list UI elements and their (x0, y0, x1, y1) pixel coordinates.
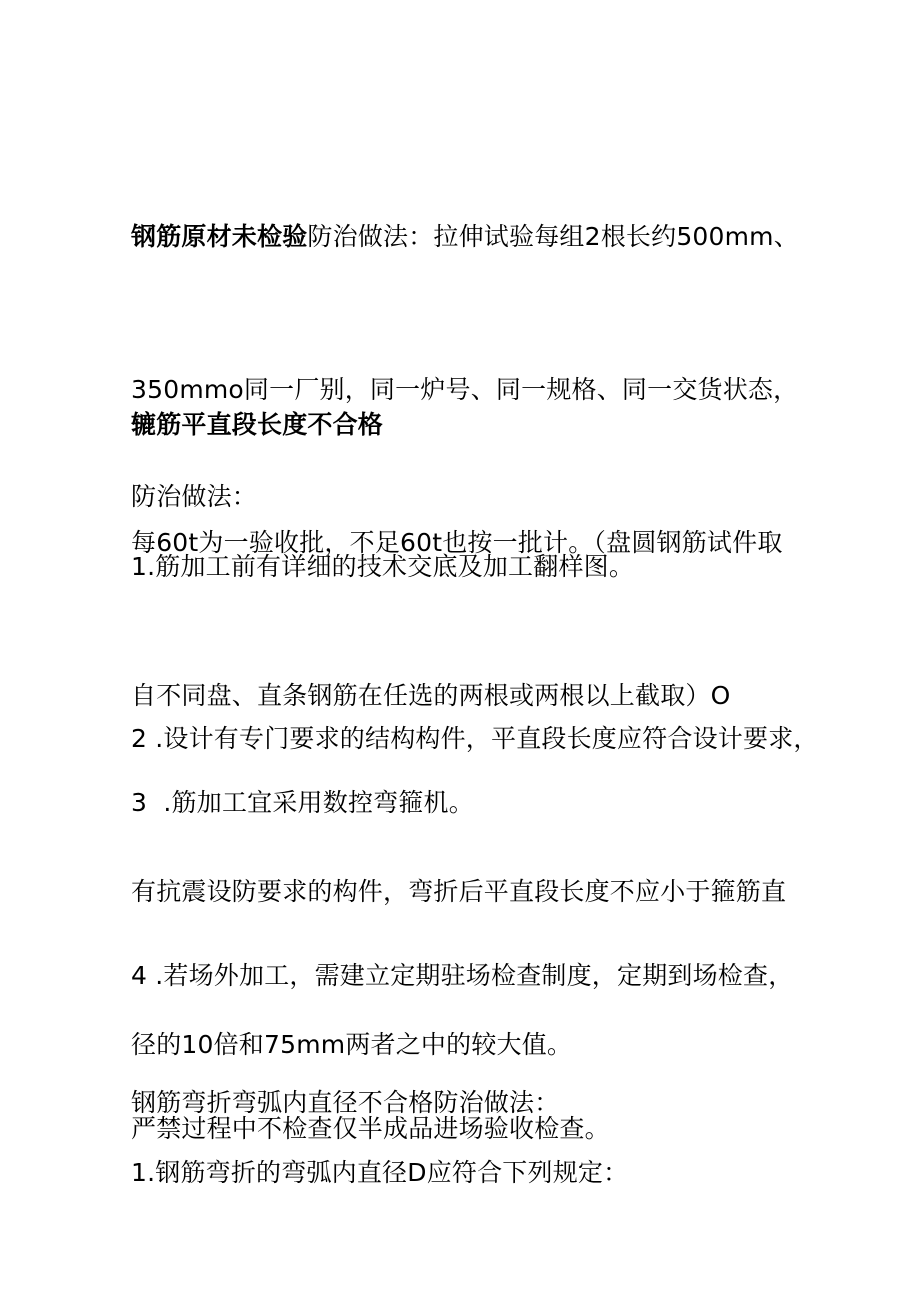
paragraph-line (131, 211, 811, 262)
paragraph-line: 350mmo同一厂别，同一炉号、同一规格、同一交货状态， (131, 375, 799, 404)
section-heading-bend-diameter: 钢筋弯折弯弧内直径不合格防治做法： (131, 1088, 560, 1117)
paragraph-line: 严禁过程中不检查仅半成品进场验收检查。 (131, 1114, 610, 1143)
raw-material-method-text: 防治做法：拉伸试验每组2根长约500mm、 (307, 222, 799, 251)
bend-diameter-item-1: 1.钢筋弯折的弯弧内直径D应符合下列规定： (131, 1158, 629, 1187)
paragraph-line: 4 .若场外加工，需建立定期驻场检查制度，定期到场检查， (131, 961, 794, 990)
paragraph-line: 每60t为一验收批，不足60t也按一批计。（盘圆钢筋试件取 (131, 528, 783, 557)
section-heading-raw-material: 钢筋原材未检验 (131, 222, 308, 251)
paragraph-line: 径的10倍和75mm两者之中的较大值。 (131, 1030, 573, 1059)
paragraph-line: 自不同盘、直条钢筋在任选的两根或两根以上截取）O (131, 681, 731, 710)
stirrup-method-subheading: 防治做法： (131, 482, 258, 511)
paragraph-line: 有抗震设防要求的构件，弯折后平直段长度不应小于箍筋直 (131, 877, 787, 906)
section-heading-stirrup-length: 辘筋平直段长度不合格 (131, 410, 384, 439)
paragraph-line: 2 .设计有专门要求的结构构件，平直段长度应符合设计要求， (131, 724, 819, 753)
stirrup-item-1: 1.筋加工前有详细的技术交底及加工翻样图。 (131, 552, 635, 581)
stirrup-item-3: 3 .筋加工宜采用数控弯箍机。 (131, 788, 474, 817)
